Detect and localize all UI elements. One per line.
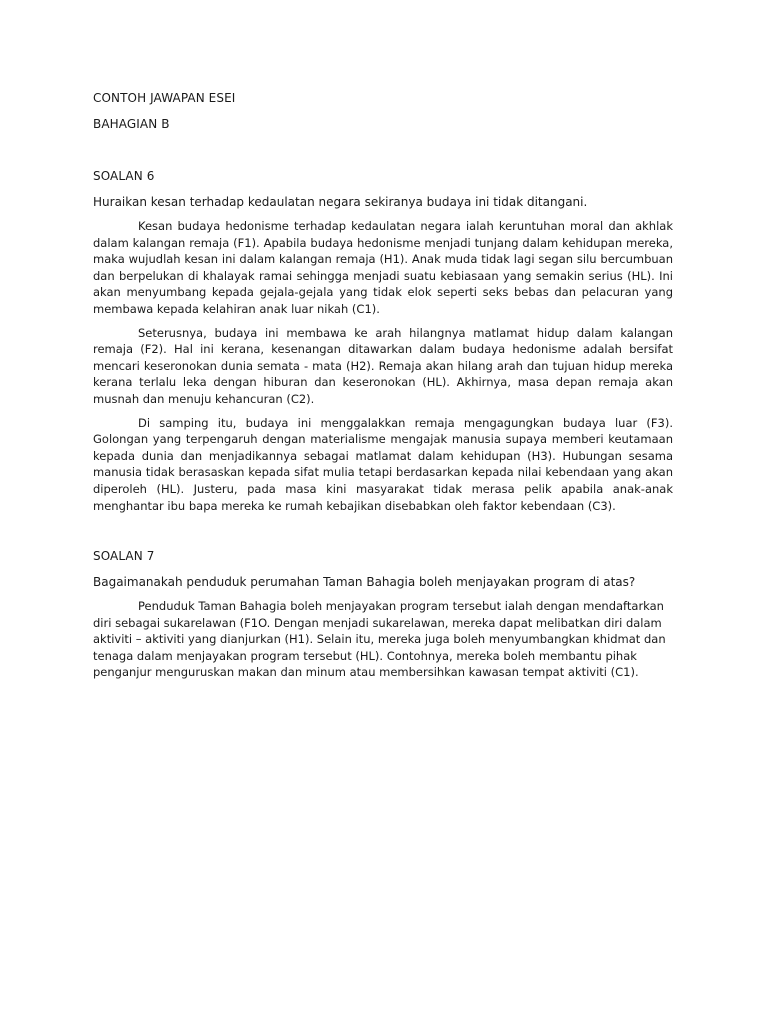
answer-paragraph: Kesan budaya hedonisme terhadap kedaulatan negara ialah keruntuhan moral dan akhlak dalam kalangan remaja (F1). Apabila budaya hedonisme menjadi tunjang dalam kehidupan mereka, maka wujudlah kesan ini dalam kalangan remaja (H1). Anak muda tidak lagi segan silu bercumbuan dan berpelukan di khalayak ramai sehingga menjadi suatu kebiasaan yang semakin serius (HL). Ini akan menyumbang kepada gejala-gejala yang tidak elok seperti seks bebas dan pelacuran yang membawa kepada kelahiran anak luar nikah (C1). (93, 219, 673, 316)
document-title: CONTOH JAWAPAN ESEI (93, 91, 236, 105)
question-text: Huraikan kesan terhadap kedaulatan negara sekiranya budaya ini tidak ditangani. (93, 195, 588, 209)
question-text: Bagaimanakah penduduk perumahan Taman Bahagia boleh menjayakan program di atas? (93, 575, 636, 590)
answer-paragraph: Penduduk Taman Bahagia boleh menjayakan program tersebut ialah dengan mendaftarkan diri sebagai sukarelawan (F1O. Dengan menjadi sukarelawan, mereka dapat melibatkan diri dalam aktiviti – aktiviti yang dianjurkan (H1). Selain itu, mereka juga boleh menyumbangkan khidmat dan tenaga dalam menjayakan program tersebut (HL). Contohnya, mereka boleh membantu pihak penganjur menguruskan makan dan minum atau membersihkan kawasan tempat aktiviti (C1). (93, 599, 666, 680)
document-part: BAHAGIAN B (93, 117, 170, 131)
section-soalan-7 (93, 548, 673, 681)
section-heading: SOALAN 7 (93, 549, 155, 564)
answer-paragraph: Di samping itu, budaya ini menggalakkan remaja mengagungkan budaya luar (F3). Golongan yang terpengaruh dengan materialisme mengajak manusia supaya memberi keutamaan kepada dunia dan menjadikannya sebagai matlamat dalam kehidupan (H3). Hubungan sesama manusia tidak berasaskan kepada sifat mulia tetapi berdasarkan kepada nilai kebendaan yang akan diperoleh (HL). Justeru, pada masa kini masyarakat tidak merasa pelik apabila anak-anak menghantar ibu bapa mereka ke rumah kebajikan disebabkan oleh faktor kebendaan (C3). (93, 415, 673, 513)
section-heading: SOALAN 6 (93, 169, 155, 183)
document-page (93, 90, 673, 688)
section-soalan-6 (93, 168, 673, 514)
answer-paragraph: Seterusnya, budaya ini membawa ke arah hilangnya matlamat hidup dalam kalangan remaja (F2). Hal ini kerana, kesenangan ditawarkan dalam budaya hedonisme adalah bersifat mencari keseronokan dunia semata - mata (H2). Remaja akan hilang arah dan tujuan hidup mereka kerana terlalu leka dengan hiburan dan keseronokan (HL). Akhirnya, masa depan remaja akan musnah dan menuju kehancuran (C2). (93, 325, 673, 406)
